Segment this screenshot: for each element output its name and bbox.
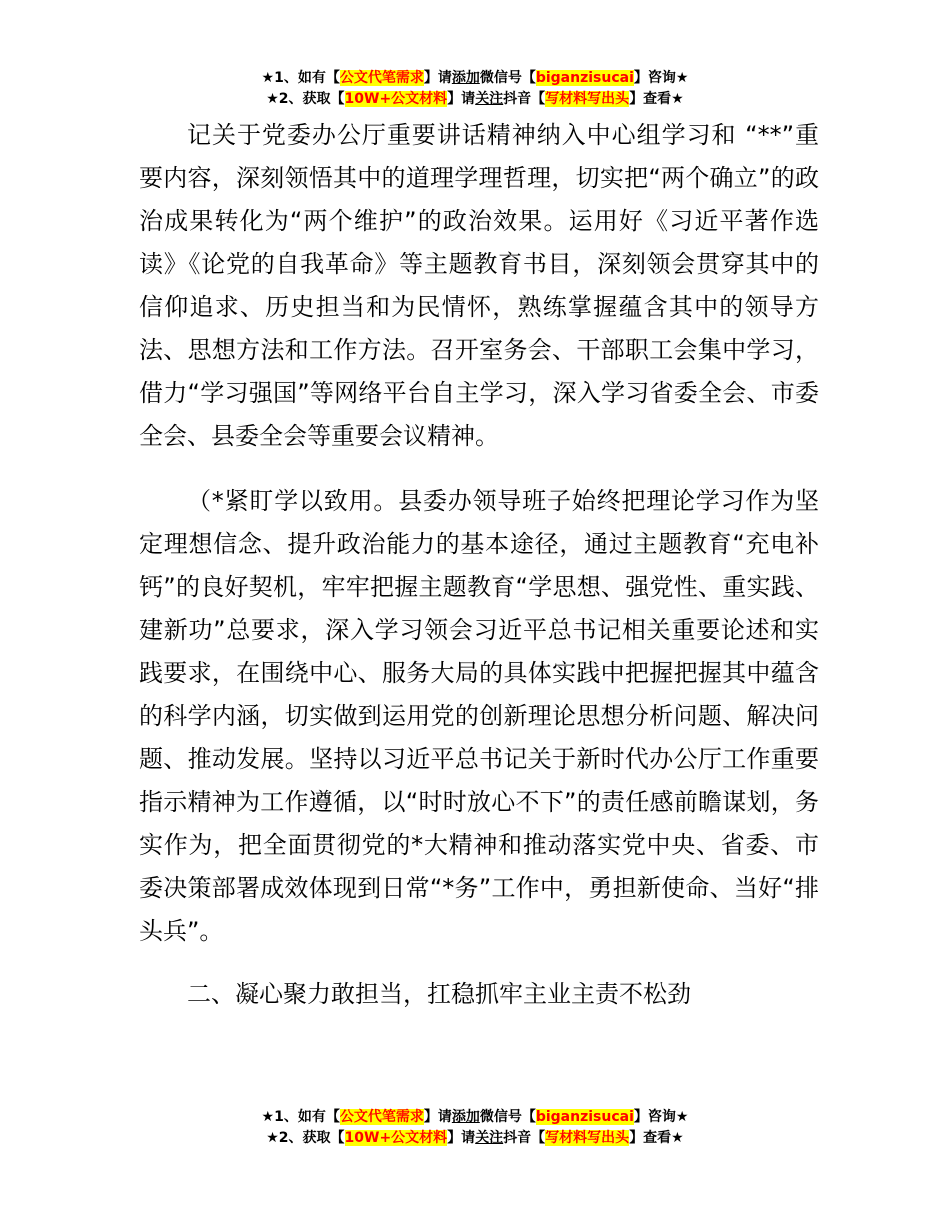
banner-line-2: ★2、获取【10W+公文材料】请关注抖音【写材料写出头】查看★ [266,91,684,107]
banner-highlight-materials: 10W+公文材料 [344,1130,448,1146]
banner-highlight-douyin: 写材料写出头 [545,91,630,107]
header-banner [0,68,950,110]
banner-highlight-wechat-id: biganzisucai [535,70,634,86]
footer-banner [0,1107,950,1149]
banner-line-1: ★1、如有【公文代笔需求】请添加微信号【biganzisucai】咨询★ [261,1109,689,1125]
banner-line-2: ★2、获取【10W+公文材料】请关注抖音【写材料写出头】查看★ [266,1130,684,1146]
paragraph: 记关于党委办公厅重要讲话精神纳入中心组学习和 “**”重要内容，深刻领悟其中的道理学理哲理，切实把“两个确立”的政治成果转化为“两个维护”的政治效果。运用好《习近平著作选读》《论党的自我革命》等主题教育书目，深刻领会贯穿其中的信仰追求、历史担当和为民情怀，熟练掌握蕴含其中的领导方法、思想方法和工作方法。召开室务会、干部职工会集中学习，借力“学习强国”等网络平台自主学习，深入学习省委全会、市委全会、县委全会等重要会议精神。 [139,121,819,450]
banner-highlight-service: 公文代笔需求 [339,1109,424,1125]
paragraph: （*紧盯学以致用。县委办领导班子始终把理论学习作为坚定理想信念、提升政治能力的基本途径，通过主题教育“充电补钙”的良好契机，牢牢把握主题教育“学思想、强党性、重实践、建新功”总要求，深入学习领会习近平总书记相关重要论述和实践要求，在围绕中心、服务大局的具体实践中把握把握其中蕴含的科学内涵，切实做到运用党的创新理论思想分析问题、解决问题、推动发展。坚持以习近平总书记关于新时代办公厅工作重要指示精神为工作遵循，以“时时放心不下”的责任感前瞻谋划，务实作为，把全面贯彻党的*大精神和推动落实党中央、省委、市委决策部署成效体现到日常“*务”工作中，勇担新使命、当好“排头兵”。 [139,487,819,945]
banner-highlight-service: 公文代笔需求 [339,70,424,86]
banner-highlight-wechat-id: biganzisucai [535,1109,634,1125]
banner-highlight-douyin: 写材料写出头 [545,1130,630,1146]
section-heading: 二、凝心聚力敢担当，扛稳抓牢主业主责不松劲 [187,980,691,1008]
document-body [139,114,819,1016]
banner-highlight-materials: 10W+公文材料 [344,91,448,107]
banner-line-1: ★1、如有【公文代笔需求】请添加微信号【biganzisucai】咨询★ [261,70,689,86]
